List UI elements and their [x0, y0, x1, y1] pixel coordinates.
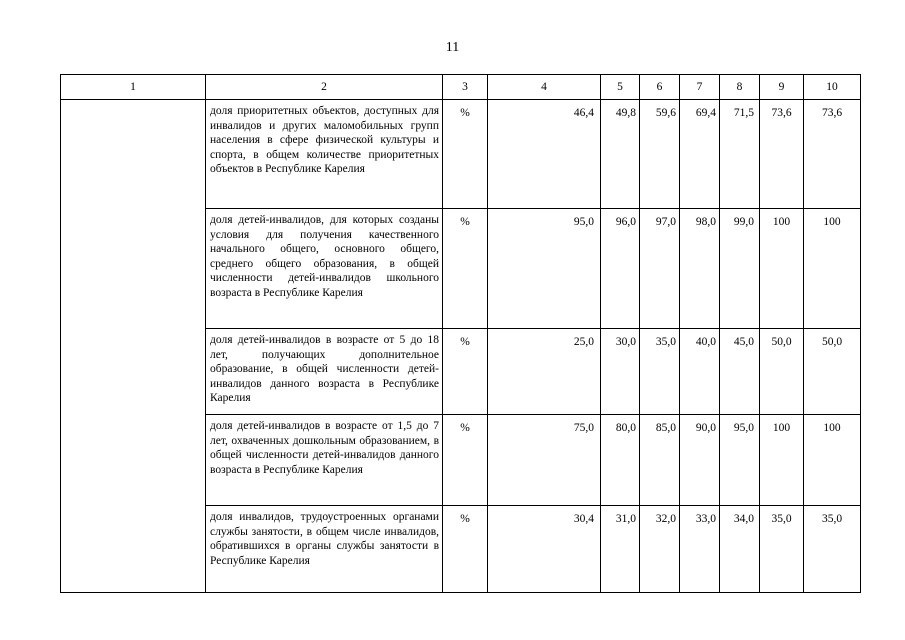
value-cell: 45,0: [720, 329, 760, 415]
column-header-1: 1: [61, 75, 206, 100]
column-header-5: 5: [601, 75, 640, 100]
value-cell: 46,4: [488, 100, 601, 209]
value-cell: 95,0: [720, 415, 760, 506]
unit-cell: %: [443, 506, 488, 593]
value-cell: 90,0: [680, 415, 720, 506]
value-cell: 59,6: [640, 100, 680, 209]
column-header-2: 2: [206, 75, 443, 100]
value-cell: 71,5: [720, 100, 760, 209]
value-cell: 96,0: [601, 209, 640, 329]
table-row: [61, 100, 861, 209]
value-cell: 25,0: [488, 329, 601, 415]
value-cell: 30,0: [601, 329, 640, 415]
value-cell: 100: [804, 209, 861, 329]
column-header-8: 8: [720, 75, 760, 100]
column-header-4: 4: [488, 75, 601, 100]
value-cell: 69,4: [680, 100, 720, 209]
column-header-10: 10: [804, 75, 861, 100]
unit-cell: %: [443, 209, 488, 329]
value-cell: 32,0: [640, 506, 680, 593]
indicators-table: [60, 74, 861, 593]
indicator-description: доля детей-инвалидов, для которых созданы условия для получения качественного начального общего, основного общего, среднего общего образования, в общей численности детей-инвалидов школьного возраста в Республике Карелия: [206, 209, 443, 329]
unit-cell: %: [443, 415, 488, 506]
value-cell: 85,0: [640, 415, 680, 506]
value-cell: 75,0: [488, 415, 601, 506]
value-cell: 100: [760, 209, 804, 329]
page-number: 11: [445, 40, 460, 55]
value-cell: 31,0: [601, 506, 640, 593]
value-cell: 49,8: [601, 100, 640, 209]
column-header-9: 9: [760, 75, 804, 100]
value-cell: 40,0: [680, 329, 720, 415]
value-cell: 35,0: [760, 506, 804, 593]
value-cell: 35,0: [640, 329, 680, 415]
header-row: [61, 75, 861, 100]
column-header-6: 6: [640, 75, 680, 100]
value-cell: 35,0: [804, 506, 861, 593]
value-cell: 50,0: [804, 329, 861, 415]
value-cell: 30,4: [488, 506, 601, 593]
value-cell: 100: [760, 415, 804, 506]
value-cell: 50,0: [760, 329, 804, 415]
value-cell: 80,0: [601, 415, 640, 506]
value-cell: 99,0: [720, 209, 760, 329]
indicator-description: доля детей-инвалидов в возрасте от 5 до 18 лет, получающих дополнительное образование, в общей численности детей-инвалидов данного возраста в Республике Карелия: [206, 329, 443, 415]
value-cell: 73,6: [760, 100, 804, 209]
value-cell: 33,0: [680, 506, 720, 593]
value-cell: 100: [804, 415, 861, 506]
indicator-description: доля приоритетных объектов, доступных для инвалидов и других маломобильных групп населения в сфере физической культуры и спорта, в общем количестве приоритетных объектов в Республике Карелия: [206, 100, 443, 209]
column-header-3: 3: [443, 75, 488, 100]
unit-cell: %: [443, 329, 488, 415]
value-cell: 95,0: [488, 209, 601, 329]
column-header-7: 7: [680, 75, 720, 100]
indicator-description: доля инвалидов, трудоустроенных органами службы занятости, в общем числе инвалидов, обратившихся в органы службы занятости в Республике Карелия: [206, 506, 443, 593]
indicator-description: доля детей-инвалидов в возрасте от 1,5 до 7 лет, охваченных дошкольным образованием, в общей численности детей-инвалидов данного возраста в Республике Карелия: [206, 415, 443, 506]
value-cell: 98,0: [680, 209, 720, 329]
section-cell: [61, 100, 206, 593]
value-cell: 34,0: [720, 506, 760, 593]
value-cell: 97,0: [640, 209, 680, 329]
unit-cell: %: [443, 100, 488, 209]
value-cell: 73,6: [804, 100, 861, 209]
